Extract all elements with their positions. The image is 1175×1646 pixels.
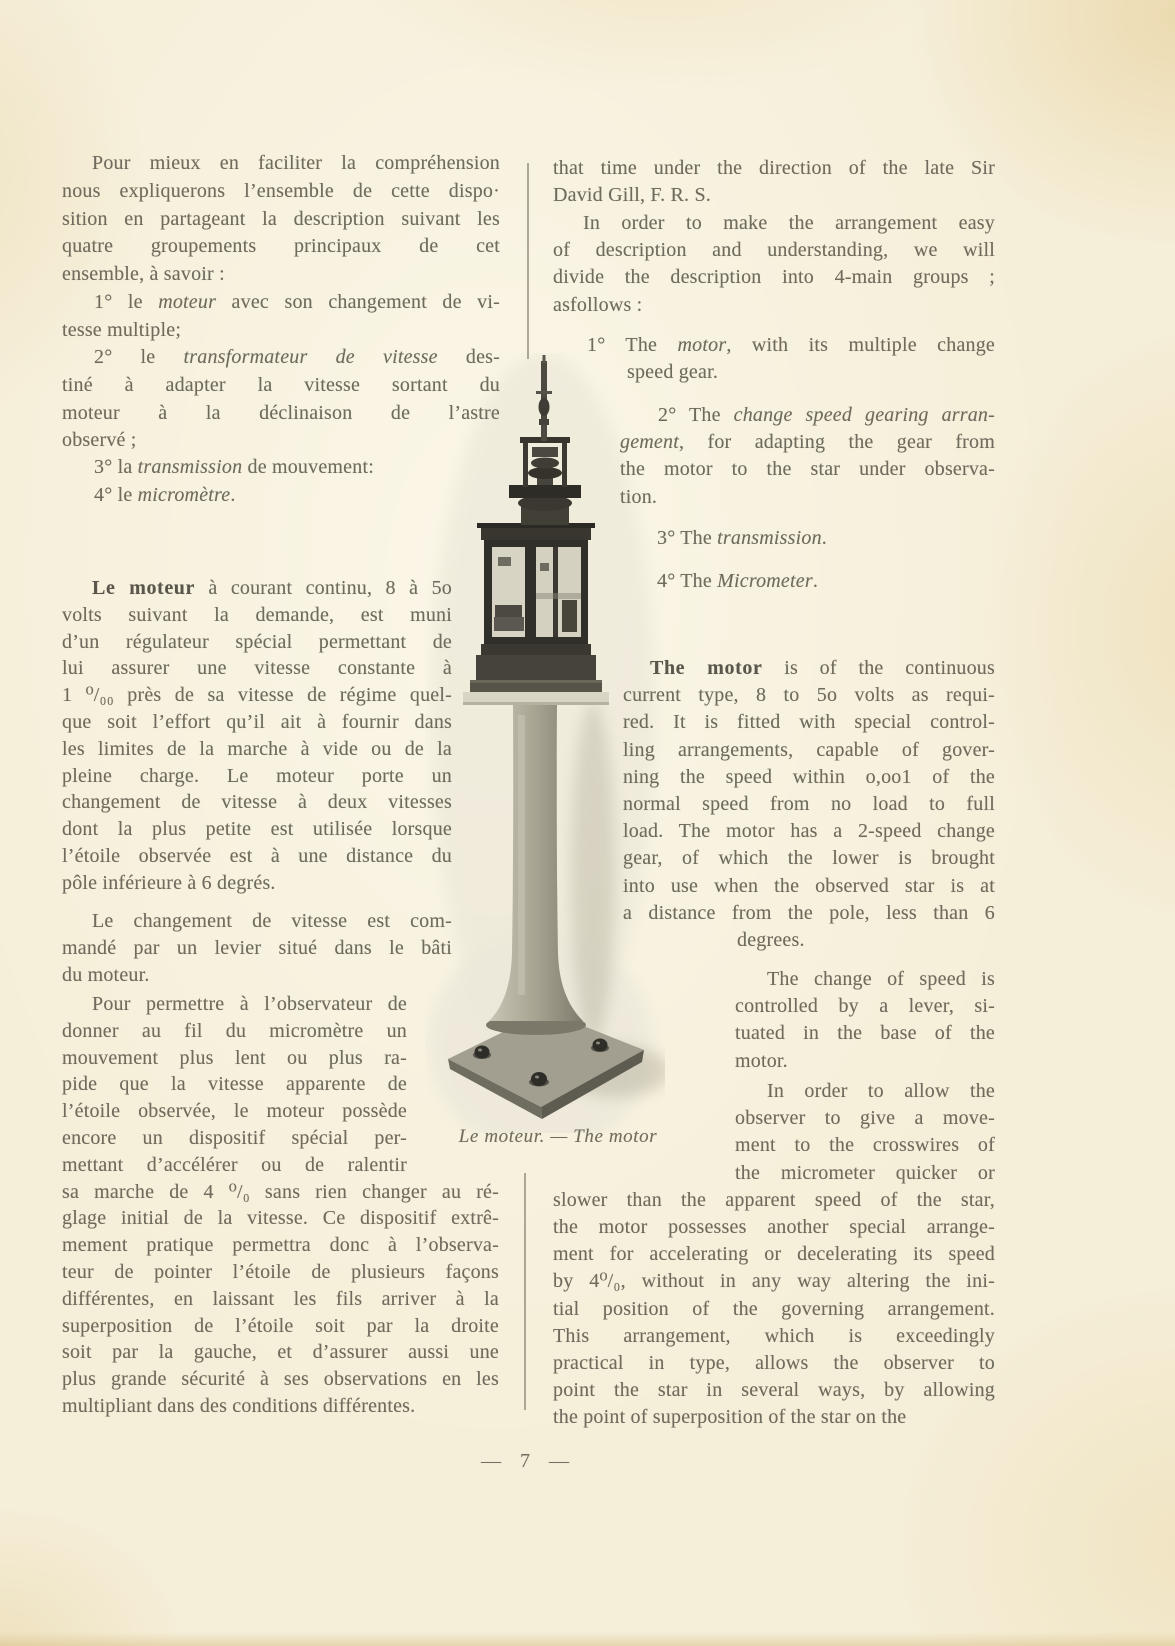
- text-line: In order to allow the: [767, 1080, 995, 1102]
- text-line: 3° la transmission de mouvement:: [94, 456, 374, 478]
- text-line: Pour mieux en faciliter la compréhension: [92, 152, 500, 174]
- text-line: les limites de la marche à vide ou de la: [62, 737, 452, 760]
- text-line: The motor is of the continuous: [650, 657, 995, 679]
- text-line: volts suivant la demande, est muni: [62, 603, 452, 626]
- text-line: degrees.: [737, 928, 805, 951]
- text-line: the motor possesses another special arrange-: [553, 1215, 995, 1238]
- text-line: d’un régulateur spécial permettant de: [62, 630, 452, 653]
- text-line: motor.: [735, 1049, 788, 1072]
- text-line: mettant d’accélérer ou de ralentir: [62, 1153, 407, 1176]
- text-line: 1° The motor, with its multiple change: [587, 334, 995, 356]
- text-line: ensemble, à savoir :: [62, 263, 225, 286]
- text-line: observer to give a move-: [735, 1107, 995, 1130]
- text-line: 2° le transformateur de vitesse des-: [94, 346, 500, 368]
- text-line: ling arrangements, capable of gover-: [623, 738, 995, 761]
- text-line: David Gill, F. R. S.: [553, 184, 711, 207]
- text-line: 2° The change speed gearing arran-: [658, 404, 995, 426]
- text-line: current type, 8 to 5o volts as requi-: [623, 684, 995, 707]
- list-item-french-2-transformateur: [62, 344, 500, 455]
- text-line: normal speed from no load to full: [623, 792, 995, 815]
- text-line: 4° The Micrometer.: [657, 570, 819, 592]
- text-line: the point of superposition of the star on the: [553, 1406, 907, 1429]
- text-line: This arrangement, which is exceedingly: [553, 1324, 995, 1347]
- text-line: soit par la gauche, et d’assurer aussi une: [62, 1341, 499, 1364]
- text-line: teur de pointer l’étoile de plusieurs façons: [62, 1260, 499, 1283]
- text-line: l’étoile observée est à une distance du: [62, 844, 452, 867]
- list-item-french-3-transmission: [62, 454, 500, 482]
- text-line: Le changement de vitesse est com-: [92, 910, 452, 932]
- text-line: tuated in the base of the: [735, 1022, 995, 1045]
- text-line: gement, for adapting the gear from: [620, 431, 995, 454]
- text-line: nous expliquerons l’ensemble de cette dispo·: [62, 179, 500, 202]
- column-divider-top: [527, 163, 529, 359]
- text-line: point the star in several ways, by allowing: [553, 1379, 995, 1402]
- paragraph-french-levier: [62, 908, 452, 988]
- text-line: sition en partageant la description suivant les: [62, 207, 500, 230]
- text-line: sa marche de 4 ⁰/₀ sans rien changer au ré-: [62, 1180, 499, 1203]
- page-number: — 7 —: [481, 1450, 569, 1472]
- text-line: différentes, en laissant les fils arriver à la: [62, 1287, 499, 1310]
- text-line: moteur à la déclinaison de l’astre: [62, 401, 500, 424]
- list-item-english-2-change-speed-gearing: [553, 402, 995, 511]
- text-line: tiné à adapter la vitesse sortant du: [62, 373, 500, 396]
- text-line: tion.: [620, 485, 658, 508]
- text-line: l’étoile observée, le moteur possède: [62, 1100, 407, 1123]
- text-line: ment to the crosswires of: [735, 1134, 995, 1157]
- text-line: ment for accelerating or decelerating its speed: [553, 1243, 995, 1266]
- text-line: gear, of which the lower is brought: [623, 847, 995, 870]
- text-line: Pour permettre à l’observateur de: [92, 993, 407, 1015]
- text-line: mandé par un levier situé dans le bâti: [62, 936, 452, 959]
- paragraph-english-the-motor: [553, 655, 995, 954]
- text-line: tial position of the governing arrangement.: [553, 1297, 995, 1320]
- text-line: encore un dispositif spécial per-: [62, 1126, 407, 1149]
- text-line: pleine charge. Le moteur porte un: [62, 764, 452, 787]
- text-line: the micrometer quicker or: [735, 1161, 995, 1184]
- text-line: tesse multiple;: [62, 318, 182, 341]
- text-line: a distance from the pole, less than 6: [623, 901, 995, 924]
- text-line: the motor to the star under observa-: [620, 458, 995, 481]
- text-line: practical in type, allows the observer to: [553, 1351, 995, 1374]
- text-line: 1 ⁰/₀₀ près de sa vitesse de régime quel-: [62, 684, 452, 707]
- text-line: In order to make the arrangement easy: [583, 212, 995, 234]
- text-line: 3° The transmission.: [657, 527, 827, 549]
- text-line: load. The motor has a 2-speed change: [623, 820, 995, 843]
- column-divider-bottom: [524, 1173, 526, 1410]
- text-line: dont la plus petite est utilisée lorsque: [62, 818, 452, 841]
- paragraph-french-le-moteur: [62, 575, 452, 897]
- text-line: of description and understanding, we will: [553, 239, 995, 262]
- text-line: changement de vitesse à deux vitesses: [62, 791, 452, 814]
- text-line: into use when the observed star is at: [623, 874, 995, 897]
- text-line: ning the speed within o,oo1 of the: [623, 765, 995, 788]
- text-line: slower than the apparent speed of the star,: [553, 1188, 995, 1211]
- text-line: The change of speed is: [767, 968, 995, 990]
- text-line: mement pratique permettra donc à l’observa-: [62, 1234, 499, 1257]
- text-line: glage initial de la vitesse. Ce dispositif extrê-: [62, 1207, 499, 1230]
- text-line: mouvement plus lent ou plus ra-: [62, 1046, 407, 1069]
- list-item-english-4-micrometer: [553, 568, 995, 595]
- text-line: pôle inférieure à 6 degrés.: [62, 871, 276, 894]
- text-line: divide the description into 4-main groups ;: [553, 266, 995, 289]
- text-line: lui assurer une vitesse constante à: [62, 657, 452, 680]
- list-item-french-4-micrometre: [62, 482, 500, 510]
- paragraph-french-intro: [62, 150, 500, 289]
- text-line: que soit l’effort qu’il ait à fournir dans: [62, 710, 452, 733]
- text-line: multipliant dans des conditions différentes.: [62, 1394, 416, 1417]
- text-line: asfollows :: [553, 293, 643, 316]
- figure-caption: Le moteur. — The motor: [458, 1126, 658, 1147]
- list-item-english-1-motor: [553, 332, 995, 386]
- list-item-french-1-motor: [62, 289, 500, 345]
- text-line: that time under the direction of the late Sir: [553, 157, 995, 179]
- text-line: donner au fil du micromètre un: [62, 1019, 407, 1042]
- paragraph-english-lever: [553, 966, 995, 1075]
- text-line: superposition de l’étoile soit par la droite: [62, 1314, 499, 1337]
- paragraph-french-observateur: [62, 991, 499, 1420]
- text-line: by 4⁰/₀, without in any way altering the ini-: [553, 1270, 995, 1293]
- text-line: pide que la vitesse apparente de: [62, 1073, 407, 1096]
- text-line: plus grande sécurité à ses observations en les: [62, 1368, 499, 1391]
- text-line: 4° le micromètre.: [94, 484, 236, 506]
- list-item-english-3-transmission: [553, 525, 995, 552]
- text-line: red. It is fitted with special control-: [623, 711, 995, 734]
- text-line: controlled by a lever, si-: [735, 995, 995, 1018]
- paragraph-english-intro: [553, 210, 995, 319]
- paragraph-english-continued: [553, 155, 995, 209]
- text-line: Le moteur à courant continu, 8 à 5o: [92, 577, 452, 599]
- text-line: quatre groupements principaux de cet: [62, 235, 500, 258]
- text-line: observé ;: [62, 429, 137, 452]
- text-line: 1° le moteur avec son changement de vi-: [94, 291, 500, 313]
- text-line: du moteur.: [62, 963, 150, 986]
- text-line: speed gear.: [627, 361, 719, 384]
